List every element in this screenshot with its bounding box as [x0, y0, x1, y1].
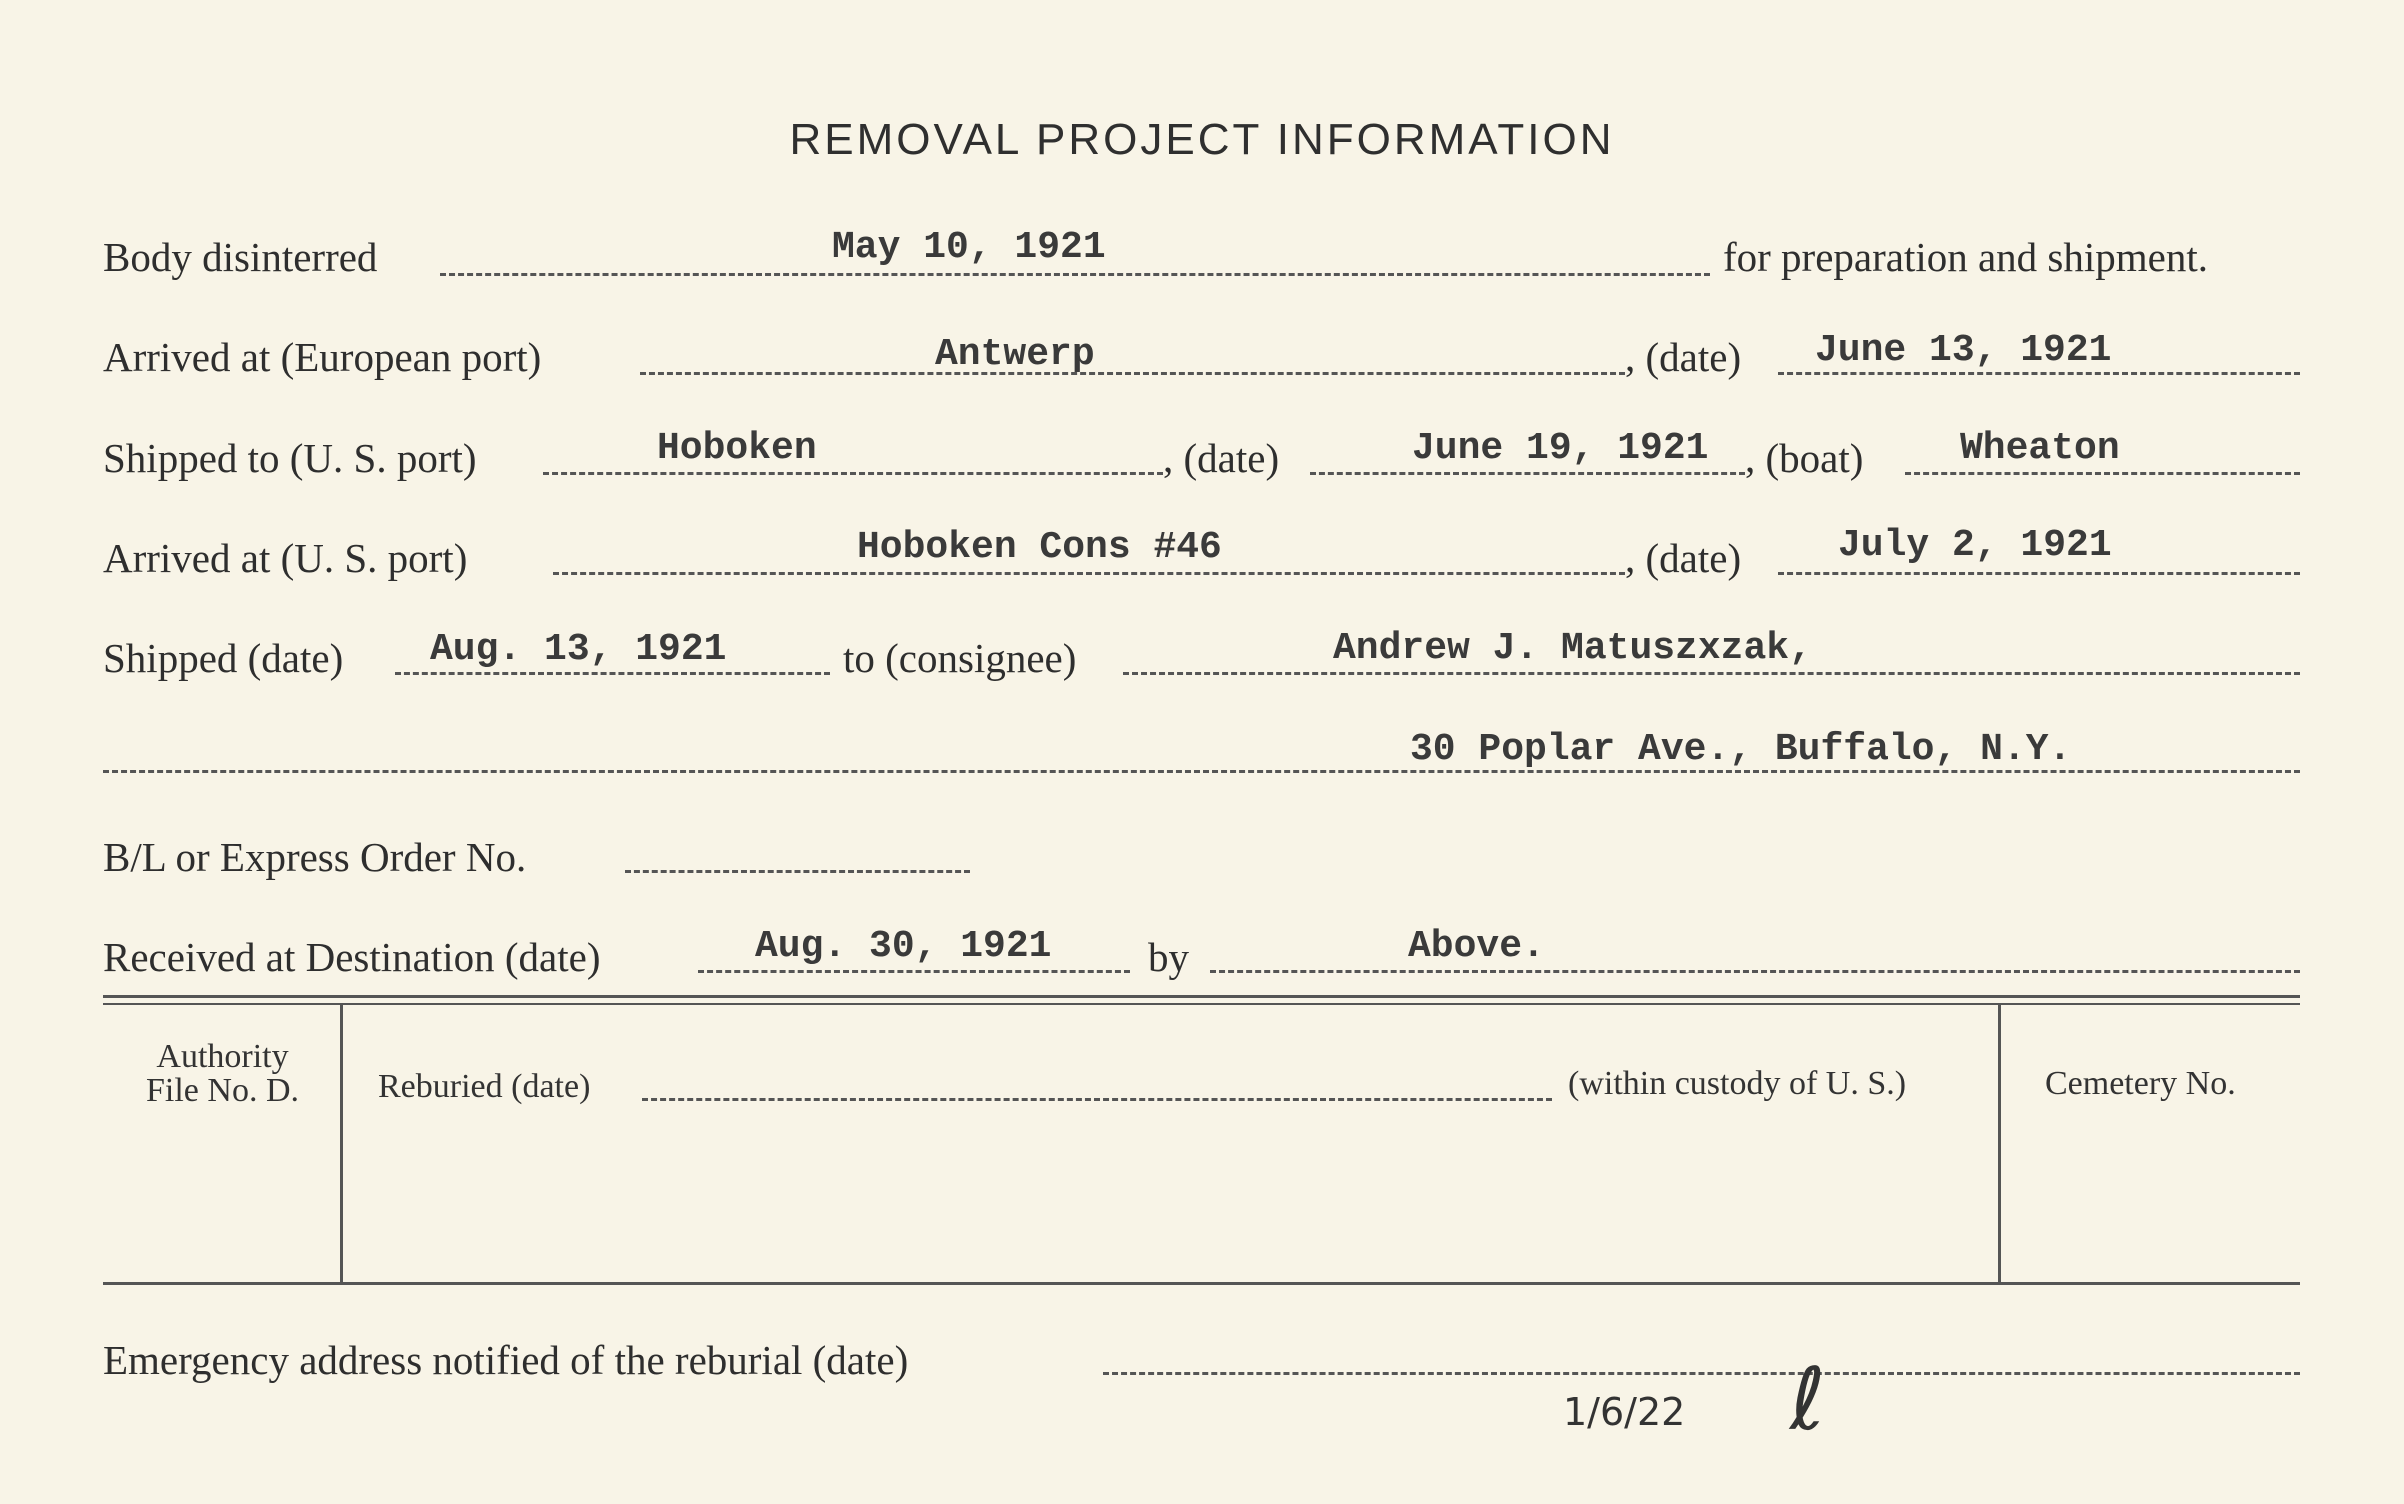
shipped-to-date-line [1310, 472, 1745, 475]
arrived-us-date-label: , (date) [1625, 535, 1742, 581]
emergency-date-line [1103, 1372, 2300, 1375]
arrived-us-date-value: July 2, 1921 [1838, 524, 2112, 567]
shipped-to-date-value: June 19, 1921 [1412, 427, 1709, 470]
preparation-shipment-label: for preparation and shipment. [1723, 234, 2209, 280]
received-date-value: Aug. 30, 1921 [755, 925, 1052, 968]
shipped-date-label: Shipped (date) [103, 635, 344, 681]
box-top-rule-inner [103, 1003, 2300, 1005]
boat-value: Wheaton [1960, 427, 2120, 470]
european-port-date-line [1778, 372, 2300, 375]
page-title: REMOVAL PROJECT INFORMATION [789, 115, 1615, 164]
shipped-date-line [395, 672, 830, 675]
received-date-line [698, 970, 1130, 973]
received-destination-label: Received at Destination (date) [103, 934, 601, 980]
boat-line [1905, 472, 2300, 475]
shipped-to-port-value: Hoboken [657, 427, 817, 470]
file-no-label: File No. D. [146, 1072, 299, 1109]
bl-express-order-label: B/L or Express Order No. [103, 834, 527, 880]
box-divider-left [340, 1005, 343, 1282]
box-top-rule [103, 995, 2300, 998]
body-disinterred-line [440, 273, 1710, 276]
handwritten-initial: ℓ [1790, 1350, 1826, 1450]
body-disinterred-label: Body disinterred [103, 234, 378, 280]
arrived-us-port-line [553, 572, 1625, 575]
received-by-value: Above. [1408, 925, 1545, 968]
consignee-address-value: 30 Poplar Ave., Buffalo, N.Y. [1410, 728, 2072, 771]
european-port-line [640, 372, 1625, 375]
arrived-us-port-value: Hoboken Cons #46 [857, 526, 1222, 569]
european-port-date-value: June 13, 1921 [1815, 329, 2112, 372]
arrived-us-date-line [1778, 572, 2300, 575]
shipped-to-date-label: , (date) [1163, 435, 1280, 481]
reburied-label: Reburied (date) [378, 1068, 591, 1105]
box-bottom-rule [103, 1282, 2300, 1285]
body-disinterred-value: May 10, 1921 [832, 226, 1106, 269]
received-by-line [1210, 970, 2300, 973]
arrived-us-port-label: Arrived at (U. S. port) [103, 535, 468, 581]
consignee-value: Andrew J. Matuszxzak, [1333, 627, 1812, 670]
european-port-value: Antwerp [935, 333, 1095, 376]
shipped-date-value: Aug. 13, 1921 [430, 628, 727, 671]
cemetery-no-label: Cemetery No. [2045, 1065, 2236, 1102]
reburied-line [642, 1098, 1552, 1101]
consignee-label: to (consignee) [843, 635, 1077, 681]
bl-express-order-line [625, 870, 970, 873]
shipped-to-port-line [543, 472, 1163, 475]
arrived-european-port-label: Arrived at (European port) [103, 334, 542, 380]
european-port-date-label: , (date) [1625, 334, 1742, 380]
authority-label: Authority [156, 1038, 289, 1075]
consignee-line [1123, 672, 2300, 675]
shipped-to-us-port-label: Shipped to (U. S. port) [103, 435, 477, 481]
custody-label: (within custody of U. S.) [1568, 1065, 1907, 1102]
emergency-address-label: Emergency address notified of the reburial (date) [103, 1337, 909, 1383]
box-divider-right [1998, 1005, 2001, 1282]
received-by-label: by [1148, 934, 1189, 980]
boat-label: , (boat) [1745, 435, 1864, 481]
emergency-date-value: 1/6/22 [1563, 1390, 1686, 1434]
